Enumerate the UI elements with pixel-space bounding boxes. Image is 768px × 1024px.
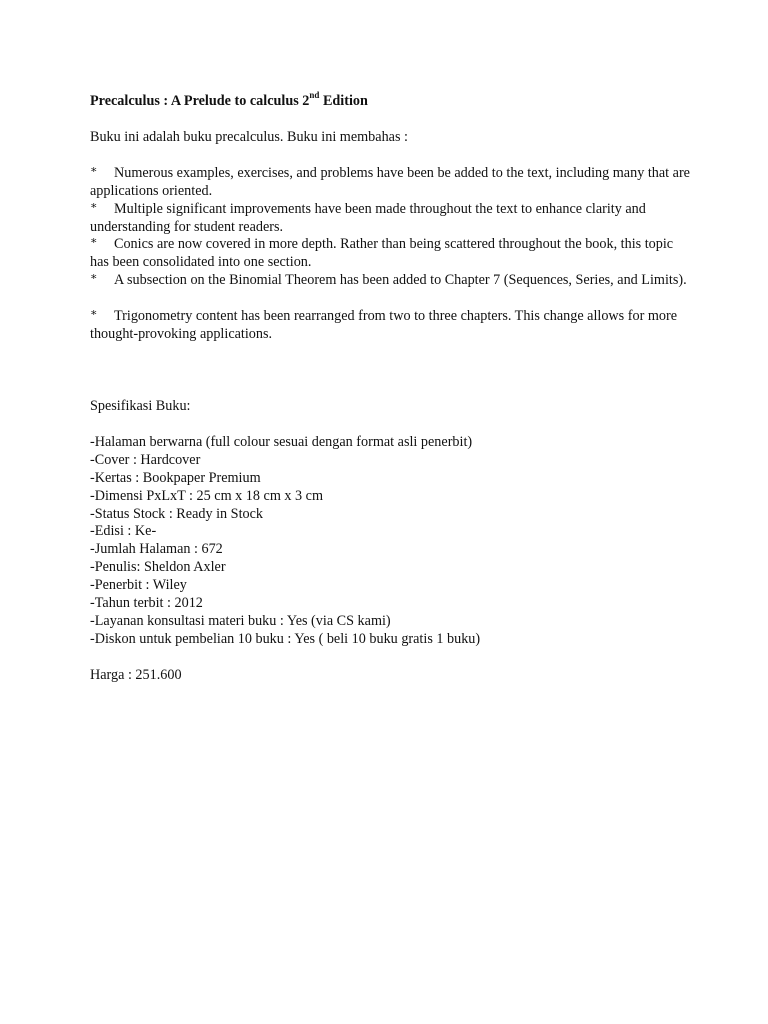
asterisk-bullet-icon: ∗ bbox=[90, 199, 98, 212]
asterisk-bullet-icon: ∗ bbox=[90, 235, 98, 248]
spec-item: -Kertas : Bookpaper Premium bbox=[90, 469, 261, 486]
intro-text: Buku ini adalah buku precalculus. Buku ini membahas : bbox=[90, 128, 408, 145]
spec-heading: Spesifikasi Buku: bbox=[90, 397, 191, 414]
spec-item: -Penerbit : Wiley bbox=[90, 577, 187, 594]
spec-item: -Layanan konsultasi materi buku : Yes (via CS kami) bbox=[90, 612, 391, 629]
spec-item: -Dimensi PxLxT : 25 cm x 18 cm x 3 cm bbox=[90, 487, 324, 504]
spec-item: -Cover : Hardcover bbox=[90, 451, 201, 468]
spec-item: -Penulis: Sheldon Axler bbox=[90, 559, 226, 576]
asterisk-bullet-icon: ∗ bbox=[90, 307, 98, 320]
feature-item bbox=[90, 272, 690, 290]
feature-text: Numerous examples, exercises, and problems have been be added to the text, including many that are applications oriented. bbox=[90, 164, 690, 199]
feature-item bbox=[90, 201, 690, 237]
price-text: Harga : 251.600 bbox=[90, 666, 182, 683]
feature-item bbox=[90, 308, 690, 344]
spec-item: -Tahun terbit : 2012 bbox=[90, 595, 203, 612]
spec-item: -Jumlah Halaman : 672 bbox=[90, 541, 223, 558]
document-content bbox=[90, 90, 690, 685]
feature-item bbox=[90, 165, 690, 201]
spec-item: -Diskon untuk pembelian 10 buku : Yes ( beli 10 buku gratis 1 buku) bbox=[90, 630, 481, 647]
feature-text: Multiple significant improvements have been made throughout the text to enhance clarity and understanding for student readers. bbox=[90, 200, 646, 235]
title-main: Precalculus : A Prelude to calculus 2 bbox=[90, 93, 310, 109]
spec-item: -Status Stock : Ready in Stock bbox=[90, 505, 264, 522]
title-superscript: nd bbox=[309, 90, 320, 101]
spec-item: -Halaman berwarna (full colour sesuai dengan format asli penerbit) bbox=[90, 433, 473, 450]
feature-item bbox=[90, 236, 690, 272]
document-title bbox=[90, 90, 690, 111]
feature-list bbox=[90, 165, 690, 344]
spec-item: -Edisi : Ke- bbox=[90, 523, 157, 540]
asterisk-bullet-icon: ∗ bbox=[90, 163, 98, 176]
feature-text: A subsection on the Binomial Theorem has been added to Chapter 7 (Sequences, Series, and Limits). bbox=[114, 272, 687, 289]
asterisk-bullet-icon: ∗ bbox=[90, 271, 98, 284]
feature-text: Trigonometry content has been rearranged from two to three chapters. This change allows for more thought-provoking applications. bbox=[90, 308, 677, 343]
title-tail: Edition bbox=[319, 93, 368, 109]
feature-text: Conics are now covered in more depth. Rather than being scattered throughout the book, this topic has been consolidated into one section. bbox=[90, 236, 674, 271]
spec-list bbox=[90, 434, 690, 649]
